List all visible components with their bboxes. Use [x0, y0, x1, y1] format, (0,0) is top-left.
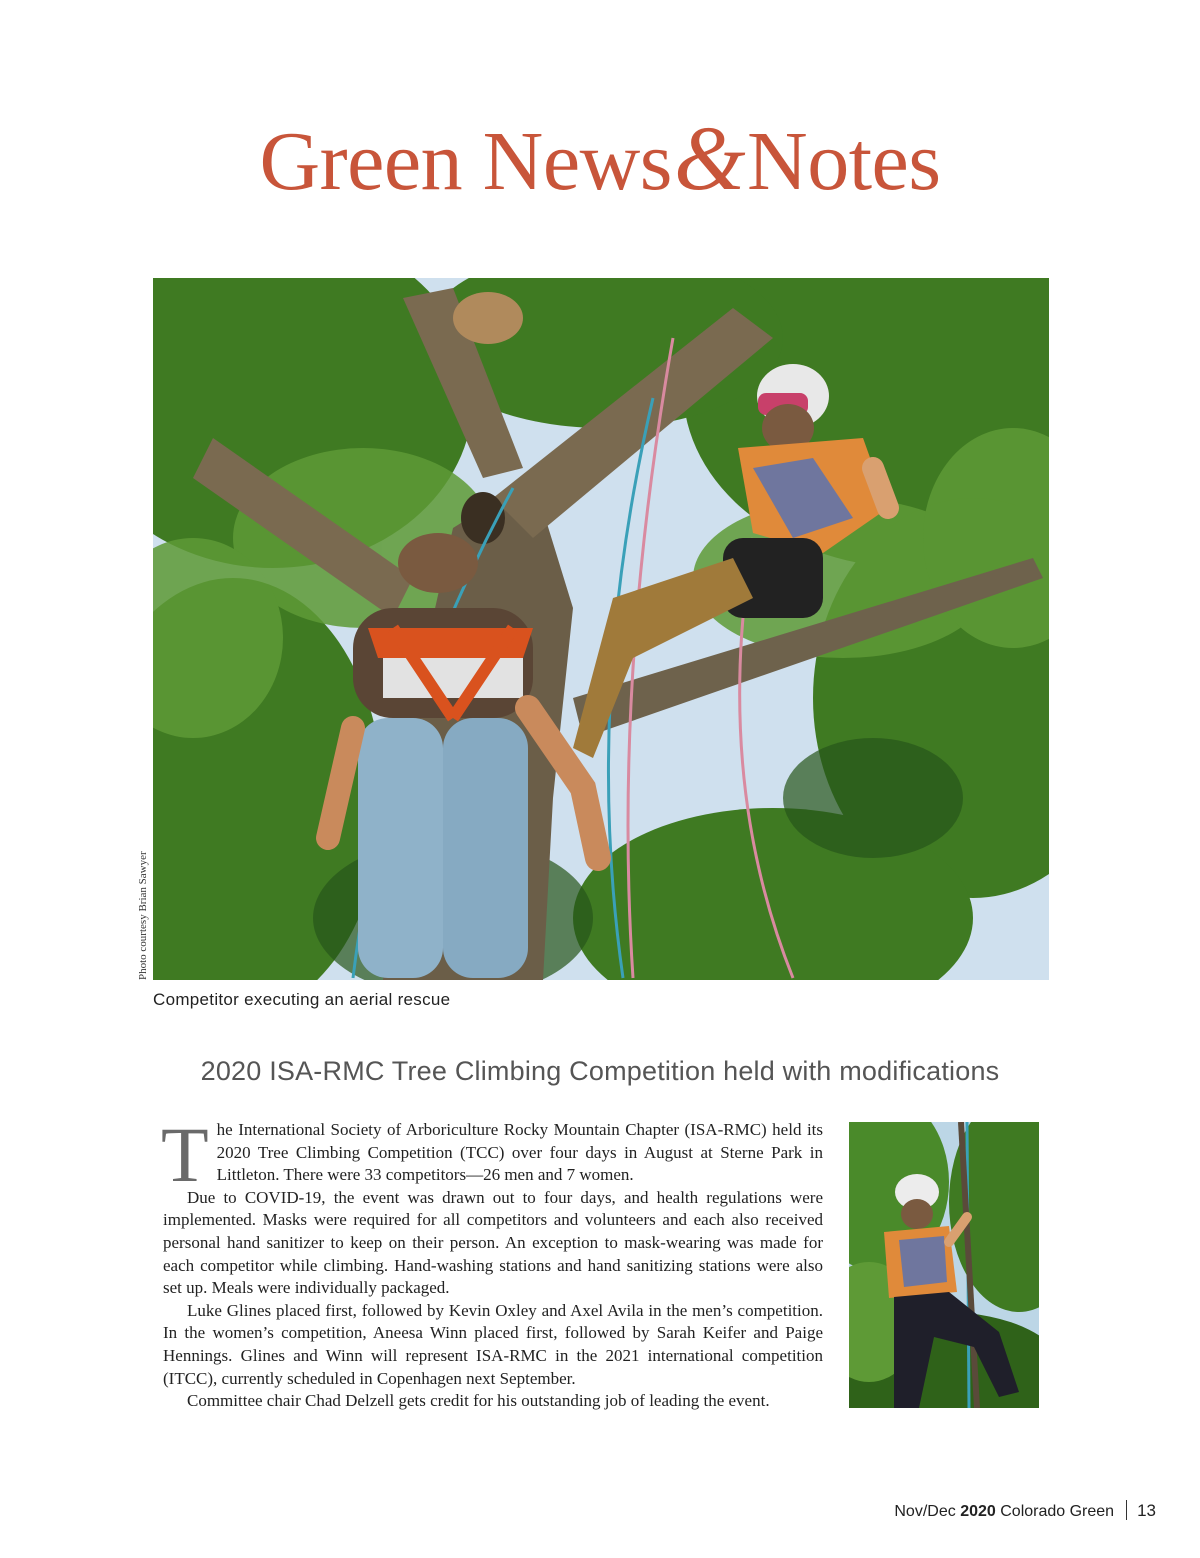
- article-paragraph-2: Due to COVID-19, the event was drawn out to four days, and health regulations were implemented. Masks were required for all competitors and volunteers and each also received personal hand sanitizer to keep on their person. An exception to mask-wearing was made for each competitor while climbing. Hand-washing stations and hand sanitizing stations were also set up. Meals were individually packaged.: [163, 1187, 823, 1298]
- footer-divider: [1126, 1500, 1127, 1520]
- masthead-part2: Notes: [747, 115, 941, 208]
- inset-photo: [849, 1122, 1039, 1408]
- article-headline: 2020 ISA-RMC Tree Climbing Competition held with modifications: [200, 1056, 1000, 1086]
- page-number: 13: [1137, 1501, 1156, 1520]
- article-paragraph-1: [161, 1111, 823, 1198]
- hero-photo: [153, 278, 1049, 980]
- drop-cap: T: [161, 1111, 209, 1198]
- page-footer: [894, 1500, 1156, 1521]
- paragraph-1-text: he International Society of Arboriculture Rocky Mountain Chapter (ISA-RMC) held its 2020 Tree Climbing Competition (TCC) over four days in August at Sterne Park in Littleton. There were 33 competitors—26 men and 7 women.: [216, 1120, 823, 1185]
- article-paragraph-3: Luke Glines placed first, followed by Kevin Oxley and Axel Avila in the men’s competition. In the women’s competition, Aneesa Winn placed first, followed by Sarah Keifer and Paige Hennings. Glines and Winn will represent ISA-RMC in the 2021 international competition (ITCC), currently scheduled in Copenhagen next September.: [163, 1300, 823, 1388]
- footer-year: 2020: [960, 1503, 996, 1520]
- footer-issue: Nov/Dec: [894, 1503, 956, 1520]
- masthead-title: [0, 107, 1200, 209]
- photo-credit: Photo courtesy Brian Sawyer: [137, 851, 149, 980]
- photo-caption: Competitor executing an aerial rescue: [153, 990, 451, 1009]
- masthead-part1: Green News: [259, 115, 672, 208]
- footer-magazine: Colorado Green: [1000, 1503, 1115, 1520]
- article-body: [161, 1111, 823, 1413]
- masthead-ampersand: &: [673, 107, 746, 209]
- article-paragraph-4: Committee chair Chad Delzell gets credit for his outstanding job of leading the event.: [187, 1391, 770, 1411]
